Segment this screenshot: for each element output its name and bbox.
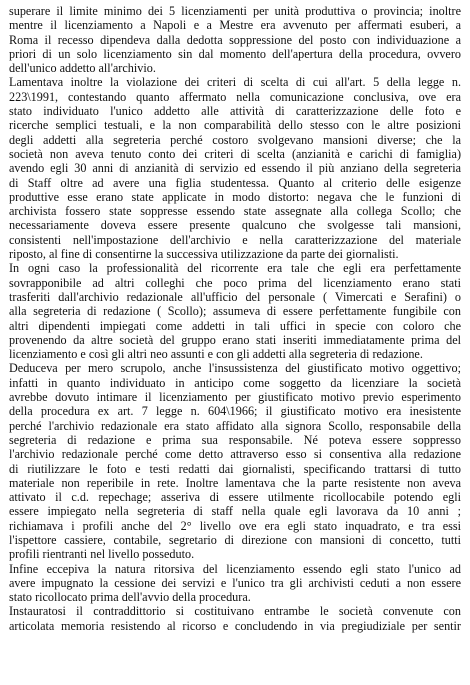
text-line: riposto, al fine di consentirne la successiva utilizzazione da parte dei giornalisti. bbox=[9, 247, 399, 262]
text-line: l'archivio redazionale perché come detto attraverso esso si consentiva alla redazione bbox=[9, 447, 461, 462]
text-line: produttive esse erano state applicate in modo distorto: negava che le funzioni di bbox=[9, 189, 461, 204]
text-line: altri dipendenti impiegati come addetti in tali uffici in specie con coloro che bbox=[9, 318, 461, 333]
text-line: consistenti nell'impostazione dell'archivio e nella caratterizzazione del materiale bbox=[9, 232, 461, 247]
text-line: l'ispettore cassiere, contabile, segretario di direzione con mansioni di concetto, tutti bbox=[9, 532, 461, 547]
text-line: segreteria di redazione e prima sua responsabile. Né poteva essere soppresso bbox=[9, 432, 461, 447]
text-line: avendo egli 30 anni di anzianità di servizio ed essendo il più anziano della segreteria bbox=[9, 161, 461, 176]
text-line: materiale non reperibile in rete. Inoltre lamentava che la parte resistente non aveva bbox=[9, 475, 461, 490]
text-line: degli addetti alla segreteria perché costoro svolgevano mansioni diverse; che la bbox=[9, 132, 461, 147]
text-line: 223\1991, contestando quanto affermato nella comunicazione conclusiva, ove era bbox=[9, 89, 461, 104]
text-line: essere impiegato nella segreteria di staff nella quale egli lavorava da 10 anni ; bbox=[9, 504, 461, 519]
text-line: infatti in quanto individuato in anticipo come soggetto da licenziare la società bbox=[9, 375, 461, 390]
text-line: Infine eccepiva la natura ritorsiva del licenziamento essendo egli stato l'unico ad bbox=[9, 561, 461, 576]
text-line: stato ricollocato prima dell'avvio della procedura. bbox=[9, 590, 251, 605]
text-line: avrebbe dovuto intimare il licenziamento per giustificato motivo previo esperimento bbox=[9, 390, 461, 405]
text-line: sovrapponibile ad altri colleghi che poco prima del licenziamento erano stati bbox=[9, 275, 461, 290]
text-line: dell'unico addetto all'archivio. bbox=[9, 61, 156, 76]
text-line: priori di un solo licenziamento sin dal momento dell'apertura della procedura, ovvero bbox=[9, 46, 461, 61]
text-line: necessariamente doveva essere presente qualcuno che svolgesse tali mansioni, bbox=[9, 218, 461, 233]
text-line: licenziamento e così gli altri neo assunti e con gli addetti alla segreteria di redazione. bbox=[9, 347, 423, 362]
text-line: attivato il c.d. repechage; asseriva di essere utilmente ricollocabile potendo egli bbox=[9, 490, 461, 505]
text-line: società non aveva tenuto conto dei criteri di scelta (anzianità e carichi di famiglia) bbox=[9, 146, 461, 161]
document-body bbox=[9, 4, 461, 633]
text-line: richiamava i profili anche del 2° livello ove era egli stato inquadrato, e tra essi bbox=[9, 518, 461, 533]
text-line: avere impugnato la cessione dei servizi e l'unico tra gli archivisti ceduti a non essere bbox=[9, 575, 461, 590]
text-line: archivista fossero state soppresse essendo state assegnate alla collega Scollo; che bbox=[9, 204, 461, 219]
text-line: profili rientranti nel livello posseduto. bbox=[9, 547, 195, 562]
text-line: Deduceva per mero scrupolo, anche l'insussistenza del giustificato motivo oggettivo; bbox=[9, 361, 461, 376]
text-line: perché l'archivio redazionale era stato affidato alla signora Scollo, responsabile della bbox=[9, 418, 461, 433]
text-line: della procedura ex art. 7 legge n. 604\1966; il giustificato motivo era inesistente bbox=[9, 404, 461, 419]
text-line: In ogni caso la professionalità del ricorrente era tale che egli era perfettamente bbox=[9, 261, 461, 276]
text-line: articolata memoria resistendo al ricorso e concludendo in via pregiudiziale per sentir bbox=[9, 618, 461, 633]
text-line: Instauratosi il contraddittorio si costituivano entrambe le società convenute con bbox=[9, 604, 461, 619]
text-line: stato individuato l'unico addetto alle attività di caratterizzazione delle foto e bbox=[9, 104, 461, 119]
text-line: Roma il recesso dipendeva dalla dedotta soppressione del posto con individuazione a bbox=[9, 32, 461, 47]
text-line: ricerche semplici testuali, e la non comparabilità dello stesso con le altre posizioni bbox=[9, 118, 461, 133]
text-line: mentre il licenziamento a Napoli e a Mestre era avvenuto per affermati esuberi, a bbox=[9, 18, 461, 33]
text-line: di riutilizzare le foto e testi redatti dai giornalisti, specificando trattarsi di tutto bbox=[9, 461, 461, 476]
text-line: di Staff oltre ad avere una figlia studentessa. Quanto al criterio delle esigenze bbox=[9, 175, 461, 190]
text-line: trasferiti dall'archivio redazionale all'ufficio del personale ( Vimercati e Serafini) o bbox=[9, 289, 461, 304]
text-line: provenendo da altre società del gruppo erano stati inseriti immediatamente prima del bbox=[9, 332, 461, 347]
text-line: alla segreteria di redazione ( Scollo); assumeva di essere perfettamente fungibile con bbox=[9, 304, 461, 319]
text-line: Lamentava inoltre la violazione dei criteri di scelta di cui all'art. 5 della legge n. bbox=[9, 75, 461, 90]
text-line: superare il limite minimo dei 5 licenziamenti per unità produttiva o provincia; inoltre bbox=[9, 4, 461, 18]
